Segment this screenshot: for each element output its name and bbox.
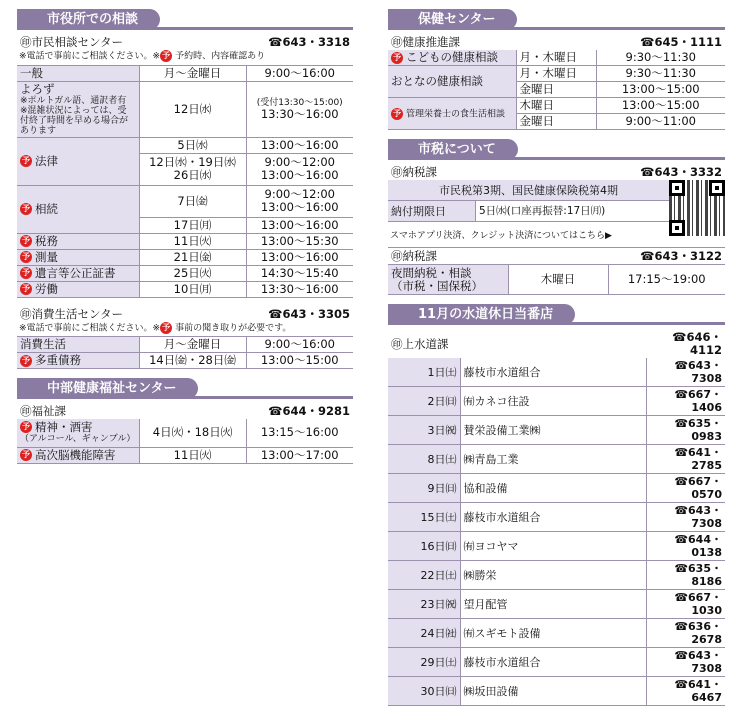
phone-icon: ☎ [674,417,689,430]
qr-code-icon[interactable] [669,180,725,236]
center-phone[interactable]: ☎643・3332 [640,165,722,179]
duty-phone[interactable]: ☎636・2678 [646,619,725,648]
tax-block: ㊞納税課 ☎643・3332 市民税第3期、国民健康保険税第4期 納付期限日 5日㈬(口座再振替:17日㈪) スマホアプリ決済、クレジット決済についてはこちら▶ ㊞納税課 ☎643・3122 夜間納税・相談 （市税・国保税） 木曜日 17:15～19:00 [388,164,725,295]
phone-icon: ☎ [674,504,689,517]
phone-icon: ☎ [674,388,689,401]
duty-date: 9日㈰ [388,474,460,503]
duty-phone[interactable]: ☎643・7308 [646,358,725,387]
table-row [388,445,725,474]
reservation-icon: 予 [22,268,30,277]
table-row [388,358,725,387]
phone-icon: ☎ [268,35,283,49]
duty-date: 1日㈯ [388,358,460,387]
table-row [388,387,725,416]
duty-phone[interactable]: ☎667・0570 [646,474,725,503]
duty-date: 23日㈷ [388,590,460,619]
center-icon: ㊞ [391,249,403,263]
duty-date: 3日㈷ [388,416,460,445]
duty-shop: 望月配管 [460,590,646,619]
reservation-icon: 予 [22,204,30,213]
reservation-icon: 予 [22,284,30,293]
center-icon: ㊞ [20,35,32,49]
duty-shop: ㈲ヨコヤマ [460,532,646,561]
consult-note: ※電話で事前にご相談ください。※ 予 予約時、内容確認あり [17,50,353,65]
center-phone[interactable]: ☎644・9281 [268,404,350,418]
section-header-tax: 市税について [388,138,725,160]
phone-icon: ☎ [674,591,689,604]
table-row [388,677,725,706]
table-row [388,416,725,445]
consumer-table: ㊞消費生活センター ☎643・3305 ※電話で事前にご相談ください。※ 予 事前の聞き取りが必要です。 消費生活 月～金曜日 9:00～16:00 予 多重債務 14日㈮・28日㈮ 13:00～15:00 [17,306,353,370]
phone-icon: ☎ [674,446,689,459]
duty-shop: ㈲スギモト設備 [460,619,646,648]
table-row [388,619,725,648]
center-phone[interactable]: ☎645・1111 [640,35,722,49]
payment-link[interactable]: スマホアプリ決済、クレジット決済についてはこちら▶ [390,231,612,241]
reservation-icon: 予 [22,450,30,459]
duty-shop: 藤枝市水道組合 [460,648,646,677]
section-header-city-hall [17,8,353,30]
center-icon: ㊞ [391,165,403,179]
reservation-icon: 予 [162,51,171,60]
phone-icon: ☎ [268,306,283,321]
table-row [388,561,725,590]
center-icon: ㊞ [391,35,403,49]
phone-icon: ☎ [674,533,689,546]
table-row [388,503,725,532]
duty-shop: 藤枝市水道組合 [460,358,646,387]
duty-shop: ㈲カネコ往設 [460,387,646,416]
center-icon: ㊞ [20,306,32,321]
center-icon: ㊞ [391,336,403,351]
duty-date: 2日㈰ [388,387,460,416]
phone-icon: ☎ [674,678,689,691]
duty-shop: ㈱坂田設備 [460,677,646,706]
reservation-icon: 予 [22,236,30,245]
duty-phone[interactable]: ☎667・1030 [646,590,725,619]
tax-banner: 市民税第3期、国民健康保険税第4期 [388,180,669,201]
duty-shop: ㈱勝栄 [460,561,646,590]
duty-phone[interactable]: ☎635・0983 [646,416,725,445]
section-title: 市役所での相談 [17,9,160,30]
duty-shop: 藤枝市水道組合 [460,503,646,532]
phone-icon: ☎ [674,620,689,633]
duty-phone[interactable]: ☎643・7308 [646,503,725,532]
center-phone[interactable]: ☎643・3122 [640,249,722,263]
duty-shop: ㈱青島工業 [460,445,646,474]
left-column [17,8,353,464]
duty-date: 30日㈰ [388,677,460,706]
duty-phone[interactable]: ☎635・8186 [646,561,725,590]
center-phone[interactable]: ☎646・4112 [672,330,722,357]
reservation-icon: 予 [22,355,30,365]
duty-date: 24日㈳ [388,619,460,648]
section-header-health-center: 保健センター [388,8,725,30]
center-phone[interactable]: ☎643・3318 [268,35,350,49]
duty-shop: 賛栄設備工業㈱ [460,416,646,445]
table-row [388,532,725,561]
duty-shop: 協和設備 [460,474,646,503]
right-column [388,8,725,706]
table-row [388,474,725,503]
duty-phone[interactable]: ☎641・2785 [646,445,725,474]
section-header-health-welfare: 中部健康福祉センター [17,377,353,399]
reservation-icon: 予 [162,322,171,332]
reservation-icon: 予 [22,252,30,261]
phone-icon: ☎ [640,249,655,263]
phone-icon: ☎ [674,562,689,575]
phone-icon: ☎ [674,475,689,488]
duty-date: 8日㈯ [388,445,460,474]
center-phone[interactable]: ☎643・3305 [268,306,350,321]
health-table: ㊞健康推進課 ☎645・1111 予 こどもの健康相談 月・木曜日 9:30～11:30 おとなの健康相談 月・木曜日 9:30～11:30 金曜日 13:00～15:00 予 管理栄養士の食生活相談 木曜日 13:00～15:00 金曜日 9:00～11:00 [388,34,725,130]
duty-phone[interactable]: ☎667・1406 [646,387,725,416]
phone-icon: ☎ [640,165,655,179]
water-table: ㊞上水道課 ☎646・4112 1日㈯ 藤枝市水道組合 ☎643・7308 2日㈰ ㈲カネコ往設 ☎667・1406 3日㈷ 賛栄設備工業㈱ ☎635・0983 8日㈯ ㈱青島工業 ☎641・2785 9日㈰ 協和設備 ☎667・0570 15日㈯ 藤枝市水道組合 ☎643・7308 16日㈰ ㈲ヨコヤマ ☎644・0138 22日㈯ ㈱勝栄 ☎635・8186 23日㈷ 望月配管 ☎667・1030 24日㈳ ㈲スギモト設備 ☎636・2678 29日㈯ 藤枝市水道組合 ☎643・7308 30日㈰ ㈱坂田設備 ☎641・6467 [388,329,725,706]
duty-phone[interactable]: ☎644・0138 [646,532,725,561]
table-row [388,590,725,619]
reservation-icon: 予 [22,422,30,432]
table-row [388,648,725,677]
section-header-water: 11月の水道休日当番店 [388,303,725,325]
duty-date: 15日㈯ [388,503,460,532]
reservation-icon: 予 [393,108,401,118]
phone-icon: ☎ [268,404,283,418]
reservation-icon: 予 [393,52,401,62]
phone-icon: ☎ [674,649,689,662]
duty-date: 16日㈰ [388,532,460,561]
city-consult-table: ㊞市民相談センター ☎643・3318 ※電話で事前にご相談ください。※ 予 予約時、内容確認あり 一般 月～金曜日 9:00～16:00 よろず ※ポルトガル語、通訳者有 ※混雑状況によっては、受付終了時間を早める場合があります 12日㈬ (受付13:30～15:00) 13:30～16:00 予 法律 5日㈬ 13:00～16:00 12日㈬・19日㈬ 26日㈬ 9:00～12:00 13:00～16:00 予 相続 7日㈮ 9:00～12:00 13:00～16:00 17日㈪ 13:00～16:00 予 税務 11日㈫ 13:00～15:30 予 測量 21日㈮ 13:00～16:00 予 遺言等公正証書 25日㈫ 14:30～15:40 予 労働 10日㈪ 13:30～16:00 [17,34,353,298]
row-label: 一般 [17,65,139,81]
reservation-icon: 予 [22,156,30,165]
duty-phone[interactable]: ☎643・7308 [646,648,725,677]
center-icon: ㊞ [20,404,32,418]
center-name: 市民相談センター [31,35,124,49]
welfare-table: ㊞福祉課 ☎644・9281 予 精神・酒害 （アルコール、ギャンブル） 4日㈫・18日㈫ 13:15～16:00 予 高次脳機能障害 11日㈫ 13:00～17:00 [17,403,353,464]
phone-icon: ☎ [672,330,687,344]
phone-icon: ☎ [640,35,655,49]
duty-date: 22日㈯ [388,561,460,590]
duty-date: 29日㈯ [388,648,460,677]
phone-icon: ☎ [674,359,689,372]
duty-phone[interactable]: ☎641・6467 [646,677,725,706]
